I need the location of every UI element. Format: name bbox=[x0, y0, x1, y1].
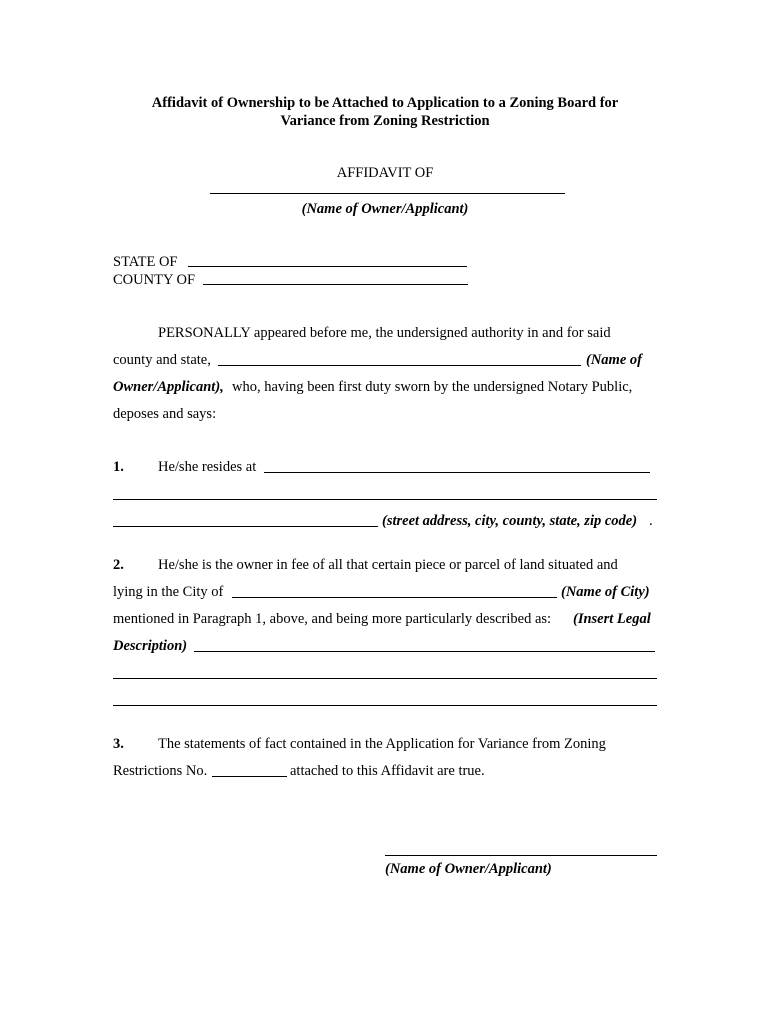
document-title-line2: Variance from Zoning Restriction bbox=[280, 113, 490, 129]
item3-line-2-prefix: Restrictions No. bbox=[113, 763, 208, 779]
item2-number: 2. bbox=[113, 557, 124, 573]
intro-line-4: deposes and says: bbox=[113, 406, 217, 422]
item1-caption: (street address, city, county, state, zip code) bbox=[382, 513, 638, 529]
legal-description-blank[interactable] bbox=[194, 651, 655, 652]
residence-blank-line3[interactable] bbox=[113, 526, 378, 527]
county-state-blank[interactable] bbox=[218, 365, 581, 366]
item3-number: 3. bbox=[113, 736, 124, 752]
owner-name-line[interactable] bbox=[210, 193, 565, 194]
city-blank[interactable] bbox=[232, 597, 557, 598]
intro-line-2-prefix: county and state, bbox=[113, 352, 211, 368]
item3-line-2-rest: attached to this Affidavit are true. bbox=[290, 763, 485, 779]
state-field-line[interactable] bbox=[188, 266, 467, 267]
owner-caption: (Name of Owner/Applicant) bbox=[301, 201, 469, 217]
legal-description-line3[interactable] bbox=[113, 705, 657, 706]
signature-caption: (Name of Owner/Applicant) bbox=[385, 861, 552, 877]
legal-description-line2[interactable] bbox=[113, 678, 657, 679]
item1-number: 1. bbox=[113, 459, 124, 475]
item2-line-3-italic: (Insert Legal bbox=[573, 611, 651, 627]
signature-line[interactable] bbox=[385, 855, 657, 856]
item2-line-2-prefix: lying in the City of bbox=[113, 584, 224, 600]
intro-line-3-italic: Owner/Applicant), bbox=[113, 379, 224, 395]
county-field-line[interactable] bbox=[203, 284, 468, 285]
residence-blank-line2[interactable] bbox=[113, 499, 657, 500]
item2-line-4-italic: Description) bbox=[113, 638, 188, 654]
item3-line-1: The statements of fact contained in the Application for Variance from Zoning bbox=[158, 736, 606, 752]
residence-blank[interactable] bbox=[264, 472, 650, 473]
county-label: COUNTY OF bbox=[113, 272, 196, 288]
item2-line-3-prefix: mentioned in Paragraph 1, above, and being more particularly described as: bbox=[113, 611, 552, 627]
item2-line-2-italic: (Name of City) bbox=[561, 584, 650, 600]
intro-line-1: PERSONALLY appeared before me, the undersigned authority in and for said bbox=[158, 325, 611, 341]
item2-line-1: He/she is the owner in fee of all that certain piece or parcel of land situated and bbox=[158, 557, 618, 573]
item1-period: . bbox=[649, 513, 653, 529]
affidavit-of-heading: AFFIDAVIT OF bbox=[336, 165, 434, 181]
intro-line-2-italic: (Name of bbox=[586, 352, 642, 368]
document-title-line1: Affidavit of Ownership to be Attached to Application to a Zoning Board for bbox=[151, 95, 619, 111]
item1-text: He/she resides at bbox=[158, 459, 257, 475]
intro-line-3-rest: who, having been first duty sworn by the undersigned Notary Public, bbox=[232, 379, 633, 395]
restrictions-number-blank[interactable] bbox=[212, 776, 287, 777]
state-label: STATE OF bbox=[113, 254, 178, 270]
